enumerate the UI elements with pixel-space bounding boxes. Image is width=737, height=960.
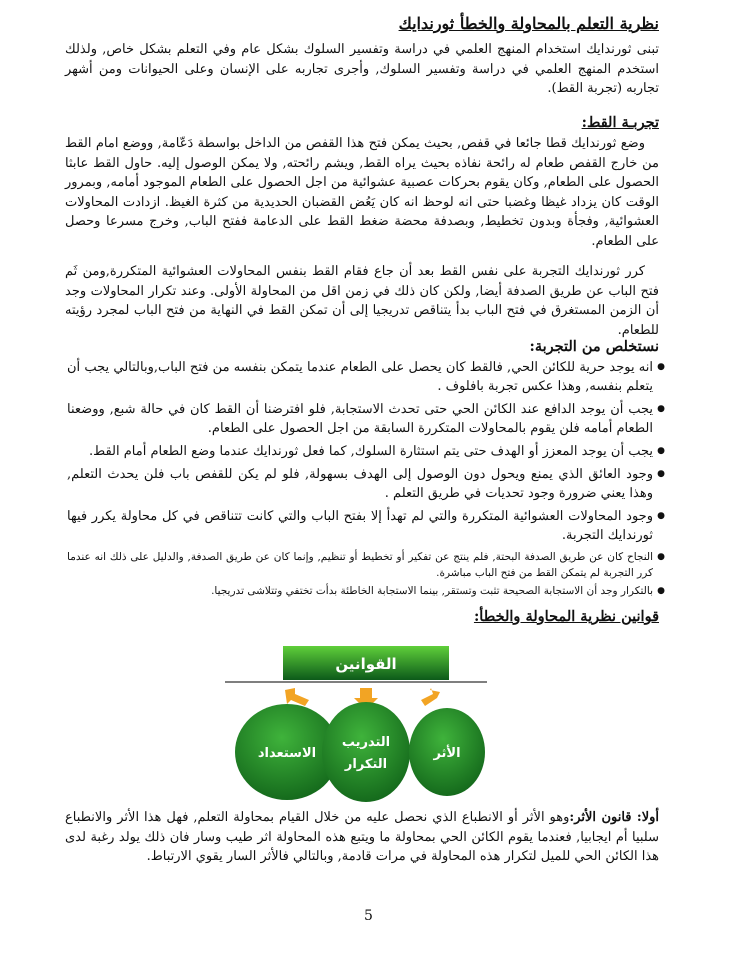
circle-training-label-top: التدريب [341, 735, 391, 750]
list-item: ● النجاح كان عن طريق الصدفة البحتة, فلم ينتج عن تفكير أو تخطيط أو تنظيم, وإنما كان عن طريق الصدفة, والدليل على ذلك انه عندما كرر التجربة لم يتمكن القط من فتح الباب مباشرة. [67, 549, 665, 581]
circle-effect-label: الأثر [433, 746, 461, 761]
circle-readiness-label: الاستعداد [257, 746, 317, 761]
list-item: ● يجب أن يوجد الدافع عند الكائن الحي حتى تحدث الاستجابة, فلو افترضنا أن القط كان في حالة شبع, ووضعنا الطعام أمامه فلن يقوم بالمحاولات المتكررة السابقة من اجل الحصول على الطعام. [67, 400, 665, 438]
list-item: ● انه يوجد حرية للكائن الحي, فالقط كان يحصل على الطعام عندما يتمكن بنفسه من فتح الباب,وبالتالي يجب أن يتعلم بنفسه, وهذا عكس تجربة بافلوف . [67, 358, 665, 396]
experiment-paragraph-2: كرر ثورندايك التجربة على نفس القط بعد أن جاع فقام القط بنفس المحاولات العشوائية المتكررة,ومن ثَم فتح الباب عن طريق الصدفة أيضا, ولكن كان ذلك في زمن اقل من المحاولة الأولى. وعند تكرار المحاولات وجد أن الزمن المستغرق في فتح الباب بدأ يتناقص تدريجيا إلى أن تمكن القط في النهاية من فتح الباب لمجرد رؤيته للطعام. [65, 264, 659, 338]
arrow-left-icon [285, 688, 309, 706]
circle-training [322, 702, 410, 802]
page-title: نظرية التعلم بالمحاولة والخطأ ثورندايك [398, 14, 659, 33]
conclusions-list [67, 358, 665, 599]
circle-training-label-bottom: التكرار [344, 757, 388, 772]
laws-heading: قوانين نظرية المحاولة والخطأ: [473, 608, 659, 625]
banner-label: القوانين [335, 655, 397, 673]
list-item: ● وجود المحاولات العشوائية المتكررة والتي لم تهدأ إلا بفتح الباب والتي كانت تتناقص في كل محاولة يكرر فيها ثورندايك التجربة. [67, 507, 665, 545]
list-item: ● بالتكرار وجد أن الاستجابة الصحيحة تثبت وتستقر, بينما الاستجابة الخاطئة بدأت تختفي وتتلاشى تدريجيا. [67, 583, 665, 599]
experiment-paragraph-1: وضع ثورندايك قطا جائعا في قفص, بحيث يمكن فتح هذا القفص من الداخل بواسطة دَعّامة, ووضع امام القط من خارج القفص طعام له رائحة نفاذه بحيث يراه القط, ويشم رائحته, ولا يمكن الوصول إليه. حاول القط عابثا الحصول على الطعام, وكان يقوم بحركات عصبية عشوائية من اجل الحصول على الطعام الموجود أمامه, وبمرور الوقت كان يزداد غيظا وغضبا حتى انه لوحظ انه كان يَعُض القضبان الحديدية من كثرة الغيظ. ازدادت المحاولات العشوائية, وفجأة وبدون تخطيط, وبصدفة محضة ضغط القط على الدعامة ففتح الباب, وخرج مسرعا وحصل على الطعام. [65, 136, 659, 249]
first-law-paragraph [65, 808, 659, 867]
laws-diagram [225, 640, 515, 805]
arrow-right-icon [421, 688, 440, 706]
conclusions-heading: نستخلص من التجربة: [529, 338, 659, 355]
list-item: ● يجب أن يوجد المعزز أو الهدف حتى يتم استثارة السلوك, كما فعل ثورندايك عندما وضع الطعام أمام القط. [67, 442, 665, 461]
first-law-text: وهو الأثر أو الانطباع الذي نحصل عليه من خلال القيام بمحاولة التعلم, فهل هذا الأثر والانطباع سلبيا أم ايجابيا, فعندما يقوم الكائن الحي بمحاولة ما ويتبع هذه المحاولة اثر طيب وسار فان ذلك يولد رغبة لدى هذا الكائن الحي للميل لتكرار هذه المحاولة في مرات قادمة, وبالتالي فالأثر السار يقوي الارتباط. [65, 810, 659, 864]
intro-paragraph: تبنى ثورندايك استخدام المنهج العلمي في دراسة وتفسير السلوك بشكل عام وفي التعلم بشكل خاص, ولذلك استخدم المنهج العلمي في دراسة وتفسير السلوك, وأجرى تجاربه على الإنسان وعلى الحيوانات ومن أشهر تجاربه (تجربة القط). [65, 42, 659, 96]
experiment-heading: تجربـة القط: [581, 114, 659, 131]
list-item: ● وجود العائق الذي يمنع ويحول دون الوصول إلى الهدف بسهولة, فلو لم يكن للقفص باب فلن يحدث التعلم, وهذا يعني ضرورة وجود تحديات في طريق التعلم . [67, 465, 665, 503]
page-number: 5 [364, 908, 373, 924]
first-law-lead: أولا: قانون الأثر: [569, 810, 660, 825]
